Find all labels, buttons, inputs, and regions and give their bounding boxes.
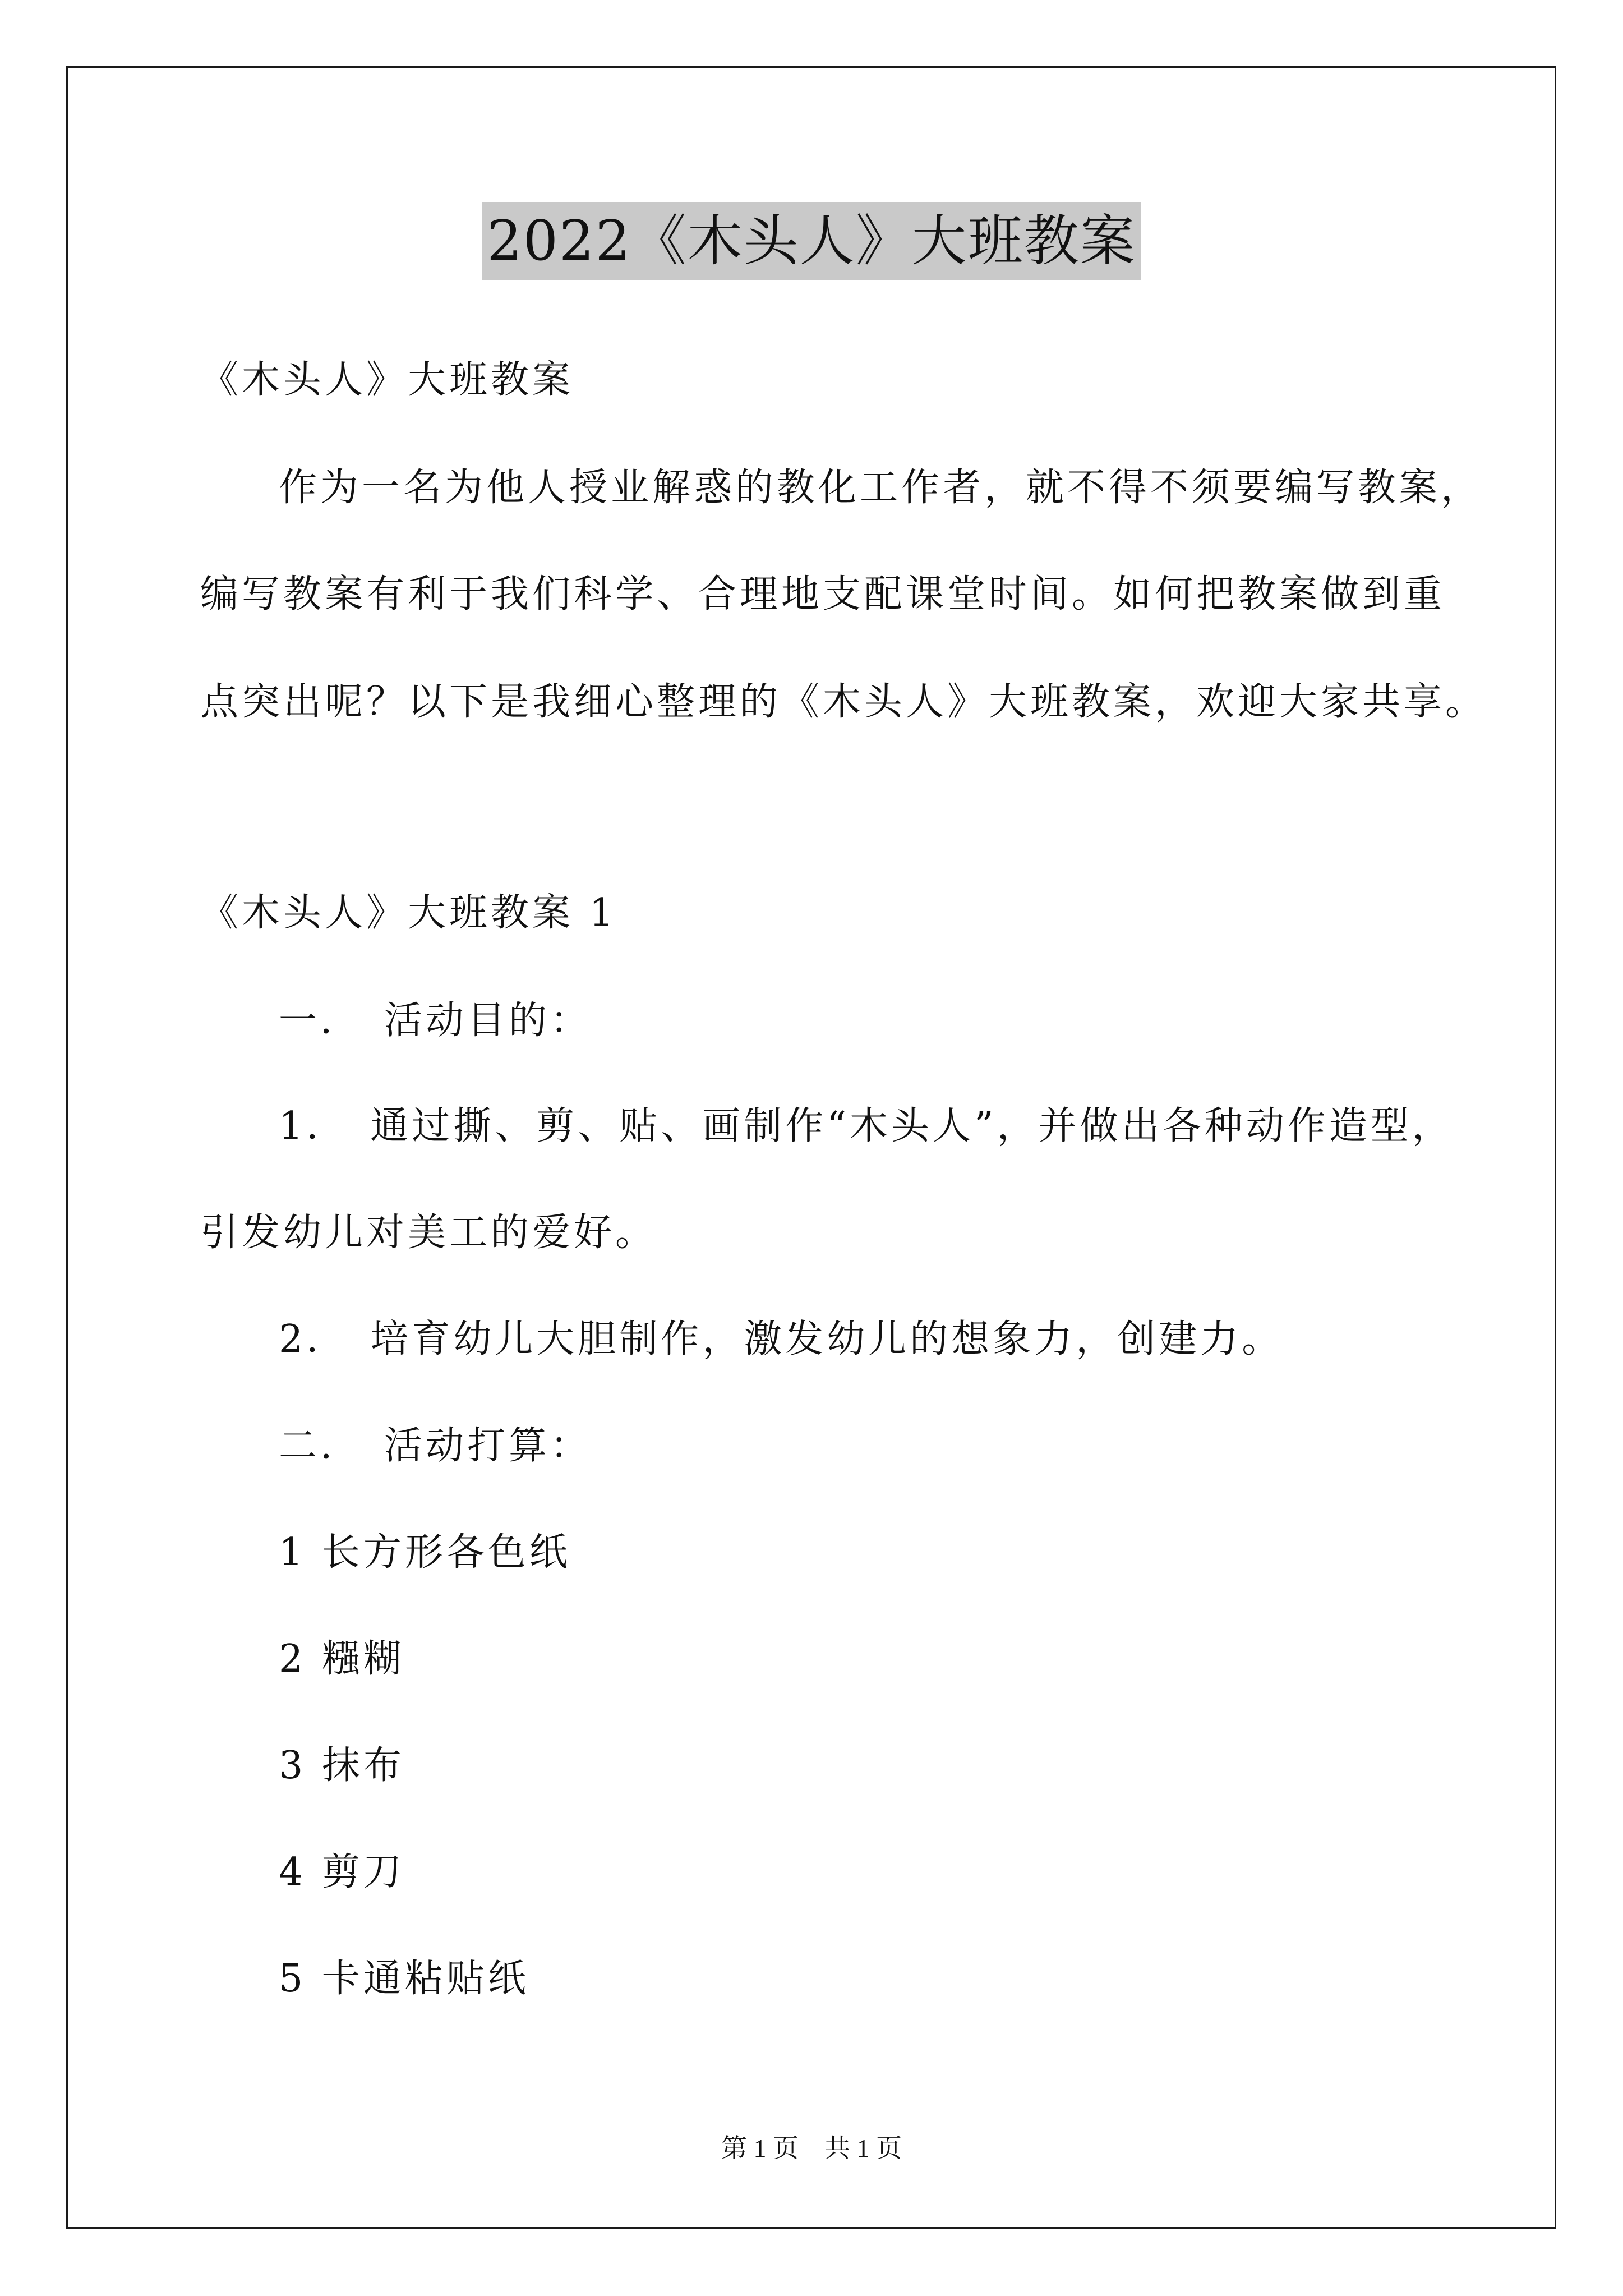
goal-1-line-2: 引发幼儿对美工的爱好。	[200, 1211, 657, 1255]
document-title: 2022《木头人》大班教案	[482, 202, 1140, 280]
material-item: 5 卡通粘贴纸	[279, 1957, 529, 2001]
title-container	[0, 202, 1623, 280]
part-heading-goals: 一． 活动目的：	[279, 999, 592, 1043]
intro-line-1: 作为一名为他人授业解惑的教化工作者，就不得不须要编写教案，	[279, 466, 1483, 510]
goal-1-line-1: 1． 通过撕、剪、贴、画制作“木头人”，并做出各种动作造型，	[279, 1104, 1454, 1148]
part-heading-materials: 二． 活动打算：	[279, 1424, 592, 1468]
goal-2: 2． 培育幼儿大胆制作，激发幼儿的想象力，创建力。	[279, 1317, 1284, 1361]
material-item: 1 长方形各色纸	[279, 1530, 571, 1575]
intro-line-2: 编写教案有利于我们科学、合理地支配课堂时间。如何把教案做到重	[200, 572, 1446, 616]
material-item: 4 剪刀	[279, 1850, 405, 1894]
material-item: 2 糨糊	[279, 1637, 405, 1681]
page-footer: 第 1 页 共 1 页	[721, 2134, 902, 2162]
section-heading: 《木头人》大班教案 1	[200, 891, 617, 935]
material-item: 3 抹布	[279, 1743, 405, 1788]
subtitle: 《木头人》大班教案	[200, 358, 574, 402]
intro-line-3: 点突出呢？以下是我细心整理的《木头人》大班教案，欢迎大家共享。	[200, 680, 1487, 724]
